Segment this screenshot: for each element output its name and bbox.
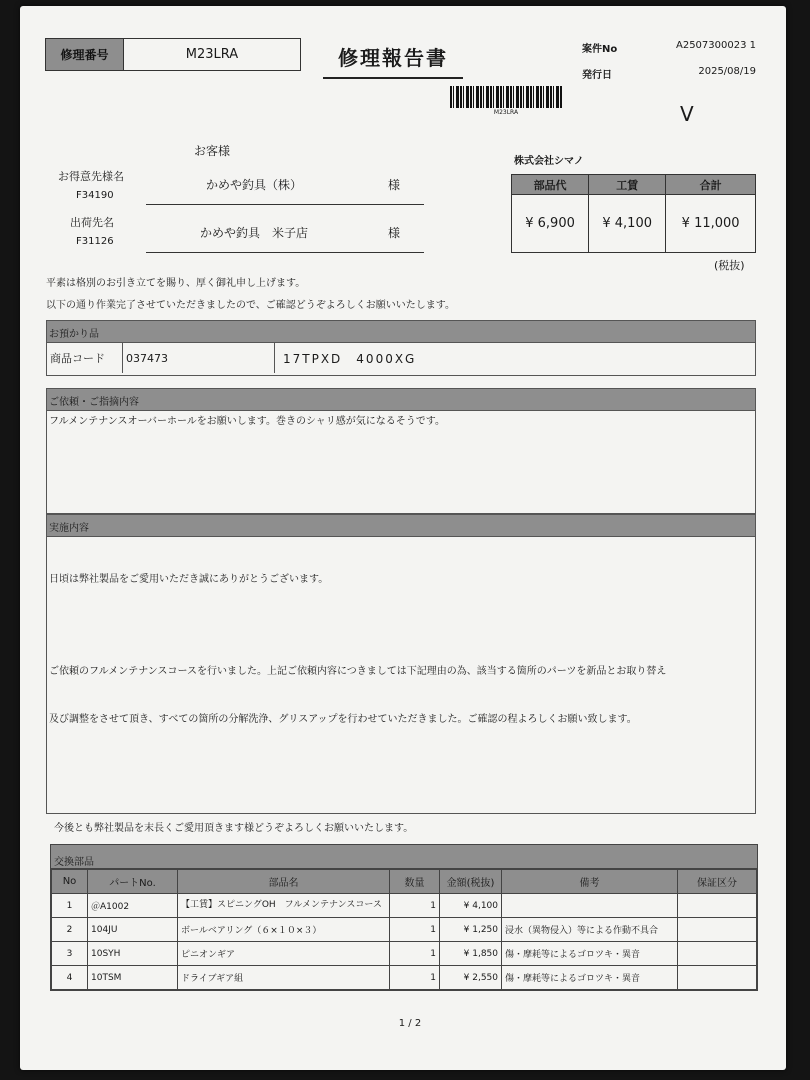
row-remarks: 浸水（異物侵入）等による作動不具合 bbox=[502, 918, 678, 942]
row-amount: ¥ 4,100 bbox=[440, 894, 502, 918]
document-title: 修理報告書 bbox=[323, 42, 463, 79]
row-remarks: 傷・摩耗等によるゴロツキ・異音 bbox=[502, 942, 678, 966]
replaced-parts-table bbox=[51, 869, 757, 990]
row-part-number: ＠A1002 bbox=[88, 894, 178, 918]
handwritten-check-mark: V bbox=[680, 102, 694, 126]
repair-number-value: M23LRA bbox=[185, 47, 239, 62]
total-header: 合計 bbox=[666, 175, 756, 195]
row-part-name: ボールベアリング（６×１０×３） bbox=[178, 918, 390, 942]
request-text: フルメンテナンスオーバーホールをお願いします。巻きのシャリ感が気になるそうです。 bbox=[49, 416, 445, 427]
row-no: 2 bbox=[52, 918, 88, 942]
repair-number-box bbox=[45, 38, 301, 71]
row-part-name: 【工賃】スピニングOH フルメンテナンスコース bbox=[178, 894, 390, 918]
case-number-value: A2507300023 1 bbox=[675, 40, 756, 51]
page-indicator: 1 / 2 bbox=[398, 1018, 422, 1029]
issue-date-label: 発行日 bbox=[582, 70, 612, 81]
closing-message: 今後とも弊社製品を末長くご愛用頂きます様どうぞよろしくお願いいたします。 bbox=[54, 823, 414, 834]
client-honorific: 様 bbox=[388, 178, 401, 192]
col-no-header: No bbox=[52, 870, 88, 894]
request-section bbox=[46, 388, 756, 514]
row-warranty bbox=[678, 894, 757, 918]
product-code-label: 商品コード bbox=[47, 343, 123, 373]
row-remarks: 傷・摩耗等によるゴロツキ・異音 bbox=[502, 966, 678, 990]
table-row bbox=[52, 894, 757, 918]
work-line-1: 日頃は弊社製品をご愛用いただき誠にありがとうございます。 bbox=[49, 574, 329, 585]
ship-to-honorific: 様 bbox=[388, 226, 401, 240]
col-part-number-header: パートNo. bbox=[88, 870, 178, 894]
table-row bbox=[52, 942, 757, 966]
request-heading: ご依頼・ご指摘内容 bbox=[47, 389, 755, 411]
labor-cost-value: ¥ 4,100 bbox=[589, 195, 666, 253]
parts-cost-value: ¥ 6,900 bbox=[512, 195, 589, 253]
customer-heading: お客様 bbox=[194, 144, 231, 158]
work-heading: 実施内容 bbox=[47, 515, 755, 537]
case-number-label: 案件No bbox=[582, 44, 618, 55]
row-quantity: 1 bbox=[390, 894, 440, 918]
repair-number-label: 修理番号 bbox=[46, 39, 124, 70]
tax-note: (税抜) bbox=[714, 259, 745, 272]
row-part-number: 10TSM bbox=[88, 966, 178, 990]
ship-to-name: かめや釣具 米子店 bbox=[200, 226, 309, 240]
row-no: 3 bbox=[52, 942, 88, 966]
ship-to-code: F31126 bbox=[76, 236, 114, 247]
row-no: 1 bbox=[52, 894, 88, 918]
client-label: お得意先様名 bbox=[58, 170, 124, 183]
barcode bbox=[450, 86, 562, 108]
row-amount: ¥ 1,850 bbox=[440, 942, 502, 966]
issue-date-value: 2025/08/19 bbox=[698, 66, 756, 77]
ship-to-label: 出荷先名 bbox=[70, 216, 114, 229]
received-item-heading: お預かり品 bbox=[47, 321, 755, 343]
replaced-parts-section bbox=[50, 844, 758, 991]
client-underline bbox=[146, 204, 424, 205]
table-row bbox=[52, 918, 757, 942]
row-quantity: 1 bbox=[390, 918, 440, 942]
row-remarks bbox=[502, 894, 678, 918]
work-body bbox=[47, 537, 755, 763]
row-warranty bbox=[678, 942, 757, 966]
labor-cost-header: 工賃 bbox=[589, 175, 666, 195]
row-amount: ¥ 1,250 bbox=[440, 918, 502, 942]
replaced-parts-heading: 交換部品 bbox=[51, 845, 757, 869]
price-summary-table bbox=[511, 174, 756, 253]
ship-to-underline bbox=[146, 252, 424, 253]
work-line-2: ご依頼のフルメンテナンスコースを行いました。上記ご依頼内容につきましては下記理由の為、該当する箇所のパーツを新品とお取り替え bbox=[49, 666, 667, 677]
row-part-number: 10SYH bbox=[88, 942, 178, 966]
parts-cost-header: 部品代 bbox=[512, 175, 589, 195]
table-row bbox=[52, 966, 757, 990]
product-row bbox=[47, 343, 755, 373]
row-warranty bbox=[678, 966, 757, 990]
col-remarks-header: 備考 bbox=[502, 870, 678, 894]
report-sheet bbox=[20, 6, 786, 1070]
client-name: かめや釣具（株） bbox=[206, 178, 303, 192]
work-line-3: 及び調整をさせて頂き、すべての箇所の分解洗浄、グリスアップを行わせていただきました。ご確認の程よろしくお願い致します。 bbox=[49, 714, 637, 725]
col-warranty-header: 保証区分 bbox=[678, 870, 757, 894]
company-name: 株式会社シマノ bbox=[514, 156, 584, 167]
greeting-line-2: 以下の通り作業完了させていただきましたので、ご確認どうぞよろしくお願いいたします。 bbox=[46, 300, 455, 311]
row-amount: ¥ 2,550 bbox=[440, 966, 502, 990]
row-warranty bbox=[678, 918, 757, 942]
work-spacer bbox=[49, 620, 753, 632]
barcode-text: M23LRA bbox=[493, 109, 519, 116]
received-item-section bbox=[46, 320, 756, 376]
row-no: 4 bbox=[52, 966, 88, 990]
total-value: ¥ 11,000 bbox=[666, 195, 756, 253]
row-quantity: 1 bbox=[390, 966, 440, 990]
col-amount-header: 金額(税抜) bbox=[440, 870, 502, 894]
col-quantity-header: 数量 bbox=[390, 870, 440, 894]
row-quantity: 1 bbox=[390, 942, 440, 966]
work-section bbox=[46, 514, 756, 814]
client-code: F34190 bbox=[76, 190, 114, 201]
row-part-name: ドライブギア組 bbox=[178, 966, 390, 990]
col-part-name-header: 部品名 bbox=[178, 870, 390, 894]
product-code-value: 037473 bbox=[123, 343, 275, 373]
product-name-value: 17TPXD 4000XG bbox=[283, 351, 417, 366]
greeting-line-1: 平素は格別のお引き立てを賜り、厚く御礼申し上げます。 bbox=[46, 278, 306, 289]
row-part-number: 104JU bbox=[88, 918, 178, 942]
row-part-name: ピニオンギア bbox=[178, 942, 390, 966]
